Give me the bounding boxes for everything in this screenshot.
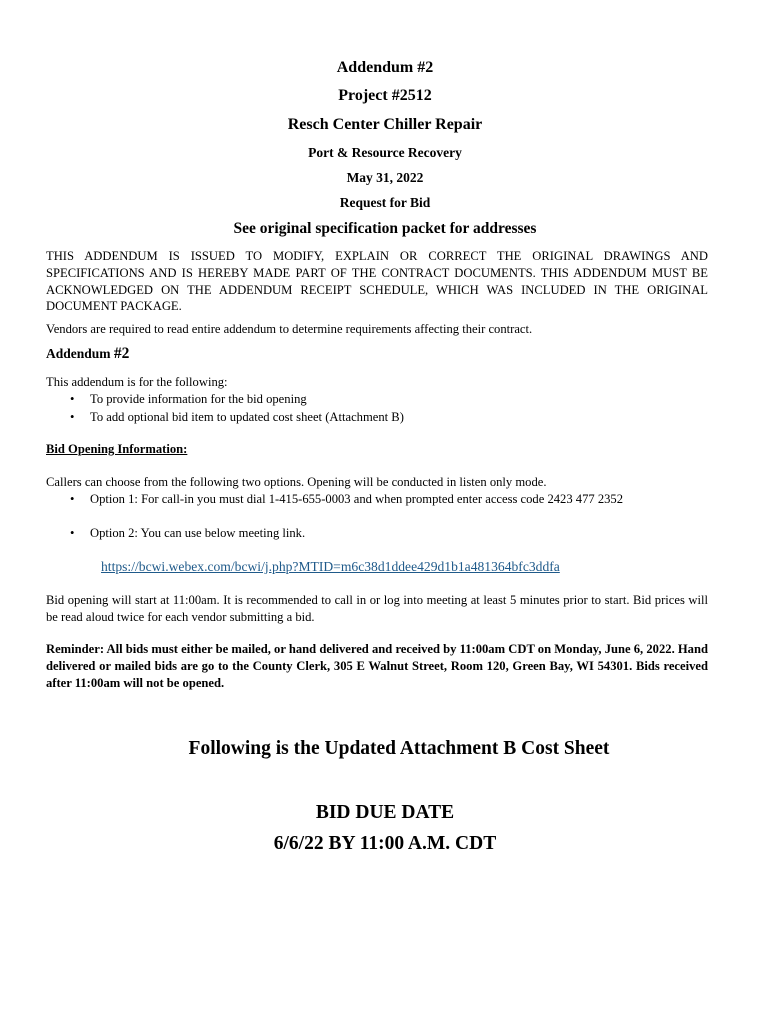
attachment-b-heading: Following is the Updated Attachment B Cost Sheet [188,738,610,759]
addendum-heading-prefix: Addendum [46,346,114,361]
option2-list [46,525,305,543]
addendum-lead: This addendum is for the following: [46,375,228,389]
list-item: • To add optional bid item to updated cost sheet (Attachment B) [46,409,404,427]
addendum-notice-paragraph: THIS ADDENDUM IS ISSUED TO MODIFY, EXPLAIN OR CORRECT THE ORIGINAL DRAWINGS AND SPECIFICATIONS AND IS HEREBY MADE PART OF THE CONTRACT DOCUMENTS. THIS ADDENDUM MUST BE ACKNOWLEDGED ON THE ADDENDUM RECEIPT SCHEDULE, WHICH WAS INCLUDED IN THE ORIGINAL DOCUMENT PACKAGE. [46,249,708,314]
bullet-icon: • [70,492,75,506]
bid-due-date-value: 6/6/22 BY 11:00 A.M. CDT [273,833,497,854]
bid-opening-heading: Bid Opening Information: [46,442,188,456]
project-title: Resch Center Chiller Repair [287,116,483,133]
bid-start-paragraph: Bid opening will start at 11:00am. It is recommended to call in or log into meeting at least 5 minutes prior to start. Bid prices will be read aloud twice for each vendor submitting a bid. [46,593,708,624]
webex-meeting-link[interactable]: https://bcwi.webex.com/bcwi/j.php?MTID=m6c38d1ddee429d1b1a481364bfc3ddfa [101,559,560,574]
project-number: Project #2512 [338,87,432,104]
addendum-heading-number: #2 [113,345,130,362]
document-date: May 31, 2022 [346,170,424,185]
bullet-icon: • [70,526,75,540]
department-name: Port & Resource Recovery [308,145,462,160]
bid-due-date-label: BID DUE DATE [315,802,455,823]
reminder-paragraph: Reminder: All bids must either be mailed, or hand delivered and received by 11:00am CDT on Monday, June 6, 2022. Hand delivered or mailed bids are go to the County Clerk, 305 E Walnut Street, Room 120, Green Bay, WI 54301. Bids received after 11:00am will not be opened. [46,642,708,690]
request-type: Request for Bid [339,195,431,210]
list-item: • Option 2: You can use below meeting link. [46,525,305,543]
bullet-icon: • [70,392,75,406]
list-item: • To provide information for the bid opening [46,391,404,409]
list-item: • Option 1: For call-in you must dial 1-415-655-0003 and when prompted enter access code 2423 477 2352 [46,491,623,509]
addendum-items-list [46,391,404,426]
see-original-notice: See original specification packet for addresses [233,220,537,237]
callers-paragraph: Callers can choose from the following two options. Opening will be conducted in listen only mode. [46,475,547,489]
addendum-section-heading [46,346,708,363]
bullet-icon: • [70,409,75,424]
option1-list [46,491,623,509]
addendum-title: Addendum #2 [336,59,434,76]
vendors-paragraph: Vendors are required to read entire addendum to determine requirements affecting their contract. [46,322,533,336]
